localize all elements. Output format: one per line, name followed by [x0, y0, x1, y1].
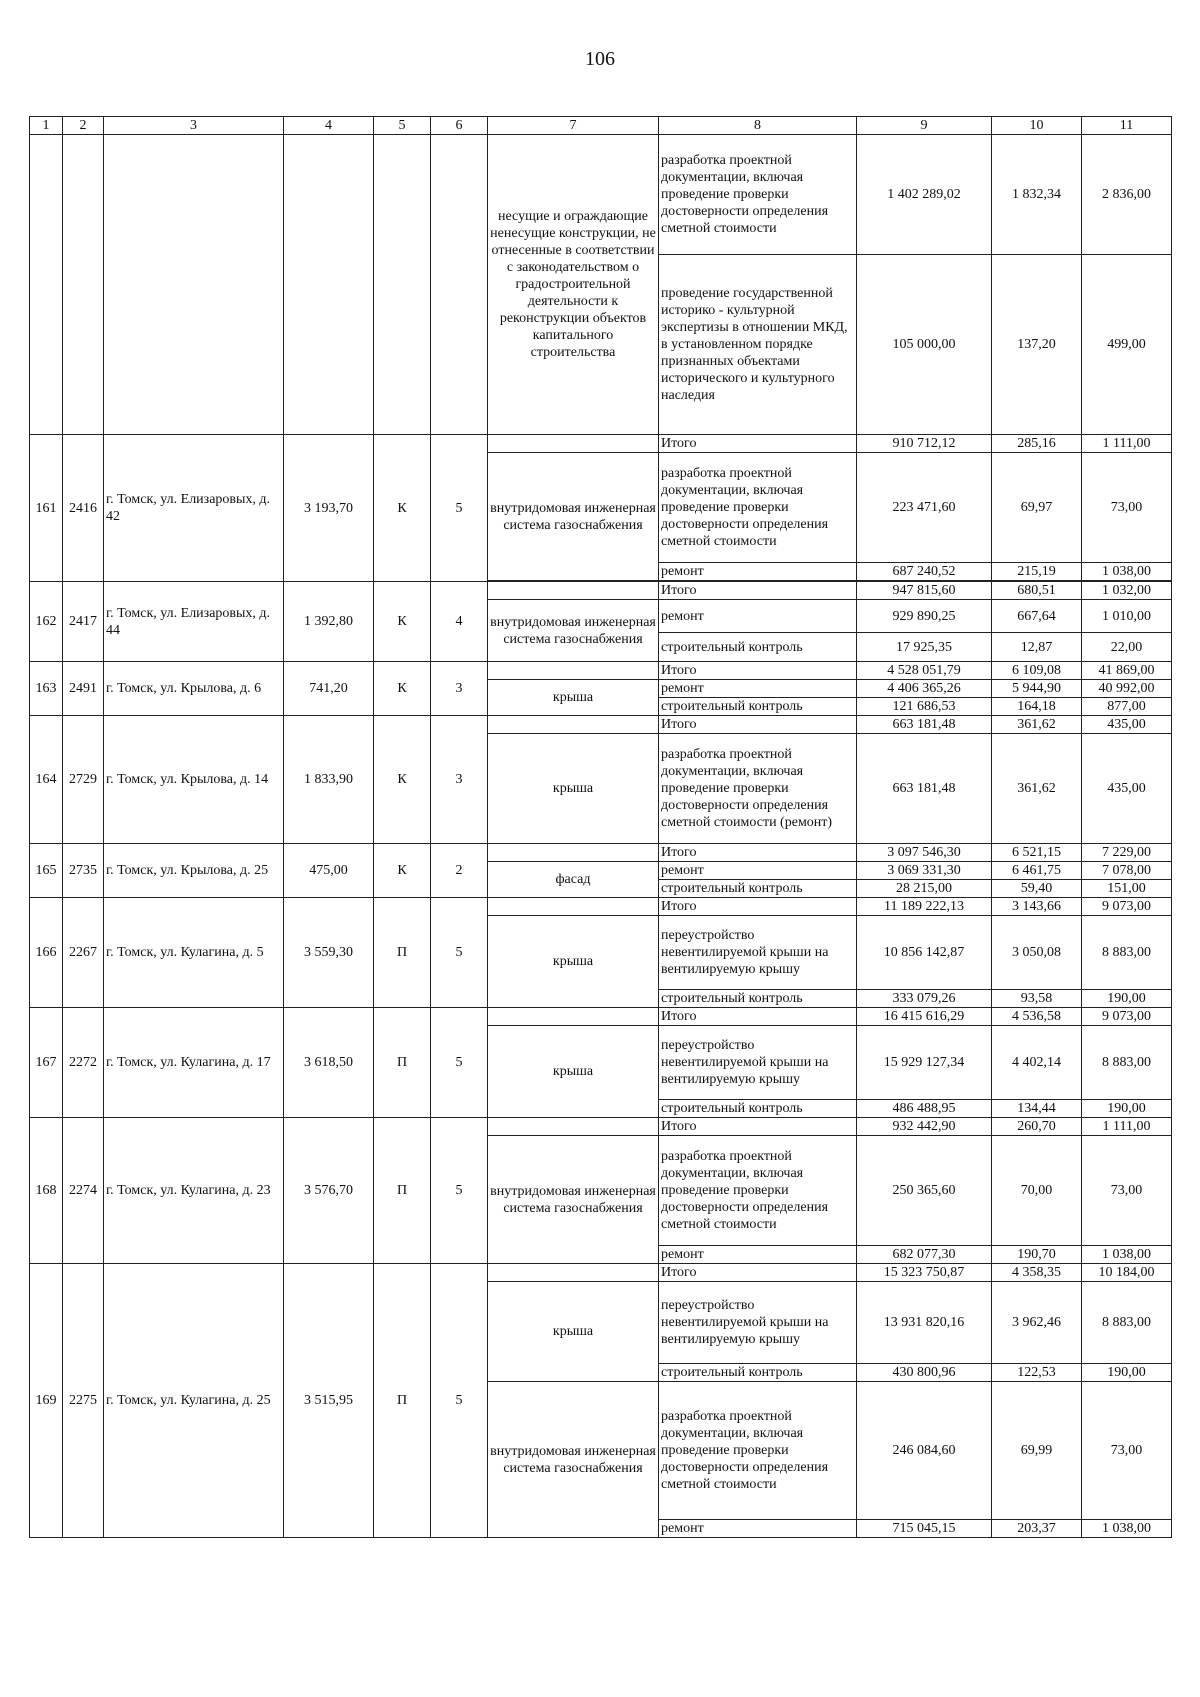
element-cell: внутридомовая инженерная система газоснабжения	[488, 453, 659, 581]
cost-per-m2-cell: 667,64	[992, 600, 1082, 633]
cost-total-cell: 223 471,60	[857, 453, 992, 563]
table-row	[30, 1264, 1172, 1282]
floors-cell: 2	[431, 844, 488, 898]
cost-per-m2-cell: 1 832,34	[992, 135, 1082, 255]
address-cell: г. Томск, ул. Елизаровых, д. 44	[104, 582, 284, 662]
cost-limit-cell: 73,00	[1082, 1136, 1172, 1246]
cost-total-cell: 246 084,60	[857, 1382, 992, 1520]
type-cell: К	[374, 662, 431, 716]
col-header: 2	[63, 117, 104, 135]
cost-total-cell: 28 215,00	[857, 880, 992, 898]
cost-limit-cell: 73,00	[1082, 453, 1172, 563]
cost-per-m2-cell: 3 962,46	[992, 1282, 1082, 1364]
cost-limit-cell: 435,00	[1082, 734, 1172, 844]
cost-per-m2-cell: 203,37	[992, 1520, 1082, 1538]
area-cell: 3 193,70	[284, 435, 374, 582]
cell-empty	[431, 135, 488, 435]
col-header: 5	[374, 117, 431, 135]
cost-per-m2-cell: 137,20	[992, 255, 1082, 435]
itogo-label: Итого	[659, 716, 857, 734]
col-header: 8	[659, 117, 857, 135]
cost-per-m2-cell: 69,99	[992, 1382, 1082, 1520]
element-cell-empty	[488, 1264, 659, 1282]
cost-limit-cell: 1 038,00	[1082, 563, 1172, 581]
element-cell-empty	[488, 898, 659, 916]
work-cell: ремонт	[659, 1520, 857, 1538]
cost-limit-cell: 499,00	[1082, 255, 1172, 435]
cell-empty	[63, 135, 104, 435]
floors-cell: 5	[431, 898, 488, 1008]
type-cell: К	[374, 716, 431, 844]
work-cell: строительный контроль	[659, 698, 857, 716]
row-number: 165	[30, 844, 63, 898]
type-cell: П	[374, 1008, 431, 1118]
area-cell: 3 576,70	[284, 1118, 374, 1264]
house-code: 2272	[63, 1008, 104, 1118]
work-cell: переустройство невентилируемой крыши на вентилируемую крышу	[659, 1282, 857, 1364]
cost-total-cell: 687 240,52	[857, 563, 992, 581]
itogo-label: Итого	[659, 662, 857, 680]
cost-per-m2-cell: 190,70	[992, 1246, 1082, 1264]
table-row	[30, 844, 1172, 862]
cell-empty	[284, 135, 374, 435]
element-cell: крыша	[488, 1026, 659, 1118]
cost-total-cell: 929 890,25	[857, 600, 992, 633]
cost-per-m2-cell: 4 402,14	[992, 1026, 1082, 1100]
cost-per-m2-cell: 5 944,90	[992, 680, 1082, 698]
cost-total-cell: 715 045,15	[857, 1520, 992, 1538]
page-number: 106	[585, 48, 615, 70]
element-cell: несущие и ограждающие ненесущие конструкции, не отнесенные в соответствии с законодательством о градостроительной деятельности к реконструкции объектов капитального строительства	[488, 135, 659, 435]
col-header: 9	[857, 117, 992, 135]
table-row	[30, 435, 1172, 453]
itogo-per-m2: 285,16	[992, 435, 1082, 453]
row-number: 164	[30, 716, 63, 844]
cost-per-m2-cell: 59,40	[992, 880, 1082, 898]
cell-empty	[30, 135, 63, 435]
itogo-label: Итого	[659, 844, 857, 862]
element-cell-empty	[488, 582, 659, 600]
cost-total-cell: 682 077,30	[857, 1246, 992, 1264]
table-row	[30, 1008, 1172, 1026]
address-cell: г. Томск, ул. Кулагина, д. 25	[104, 1264, 284, 1538]
type-cell: К	[374, 844, 431, 898]
cost-per-m2-cell: 6 461,75	[992, 862, 1082, 880]
element-cell-empty	[488, 844, 659, 862]
capital-repair-table	[29, 116, 1172, 1538]
work-cell: ремонт	[659, 680, 857, 698]
house-code: 2729	[63, 716, 104, 844]
itogo-limit: 41 869,00	[1082, 662, 1172, 680]
element-cell-empty	[488, 1118, 659, 1136]
table-row	[30, 582, 1172, 600]
house-code: 2735	[63, 844, 104, 898]
floors-cell: 5	[431, 1264, 488, 1538]
area-cell: 1 392,80	[284, 582, 374, 662]
cost-limit-cell: 1 038,00	[1082, 1246, 1172, 1264]
type-cell: К	[374, 582, 431, 662]
cost-limit-cell: 1 010,00	[1082, 600, 1172, 633]
element-cell-empty	[488, 662, 659, 680]
work-cell: строительный контроль	[659, 633, 857, 662]
row-number: 161	[30, 435, 63, 582]
element-cell-empty	[488, 716, 659, 734]
cost-limit-cell: 2 836,00	[1082, 135, 1172, 255]
cost-per-m2-cell: 93,58	[992, 990, 1082, 1008]
itogo-total: 3 097 546,30	[857, 844, 992, 862]
element-cell-empty	[488, 435, 659, 453]
cost-total-cell: 250 365,60	[857, 1136, 992, 1246]
row-number: 166	[30, 898, 63, 1008]
element-cell: внутридомовая инженерная система газоснабжения	[488, 600, 659, 662]
element-cell: крыша	[488, 1282, 659, 1382]
itogo-per-m2: 680,51	[992, 582, 1082, 600]
house-code: 2275	[63, 1264, 104, 1538]
cost-total-cell: 430 800,96	[857, 1364, 992, 1382]
itogo-label: Итого	[659, 1008, 857, 1026]
cost-total-cell: 13 931 820,16	[857, 1282, 992, 1364]
element-cell-empty	[488, 1008, 659, 1026]
cost-per-m2-cell: 164,18	[992, 698, 1082, 716]
itogo-per-m2: 361,62	[992, 716, 1082, 734]
element-cell: внутридомовая инженерная система газоснабжения	[488, 1136, 659, 1264]
cost-limit-cell: 8 883,00	[1082, 1026, 1172, 1100]
element-cell: крыша	[488, 734, 659, 844]
itogo-per-m2: 260,70	[992, 1118, 1082, 1136]
work-cell: строительный контроль	[659, 1100, 857, 1118]
floors-cell: 5	[431, 1008, 488, 1118]
work-cell: строительный контроль	[659, 990, 857, 1008]
floors-cell: 4	[431, 582, 488, 662]
cost-total-cell: 3 069 331,30	[857, 862, 992, 880]
work-cell: проведение государственной историко - культурной экспертизы в отношении МКД, в установленном порядке признанных объектами исторического и культурного наследия	[659, 255, 857, 435]
house-code: 2491	[63, 662, 104, 716]
cost-total-cell: 1 402 289,02	[857, 135, 992, 255]
element-cell: крыша	[488, 680, 659, 716]
itogo-limit: 1 111,00	[1082, 435, 1172, 453]
cost-total-cell: 663 181,48	[857, 734, 992, 844]
area-cell: 475,00	[284, 844, 374, 898]
work-cell: разработка проектной документации, включая проведение проверки достоверности определения сметной стоимости (ремонт)	[659, 734, 857, 844]
cost-total-cell: 4 406 365,26	[857, 680, 992, 698]
cost-limit-cell: 1 038,00	[1082, 1520, 1172, 1538]
itogo-per-m2: 6 109,08	[992, 662, 1082, 680]
itogo-total: 15 323 750,87	[857, 1264, 992, 1282]
itogo-total: 932 442,90	[857, 1118, 992, 1136]
work-cell: ремонт	[659, 862, 857, 880]
itogo-per-m2: 4 536,58	[992, 1008, 1082, 1026]
cost-total-cell: 105 000,00	[857, 255, 992, 435]
col-header: 4	[284, 117, 374, 135]
cost-total-cell: 10 856 142,87	[857, 916, 992, 990]
itogo-label: Итого	[659, 1118, 857, 1136]
work-cell: ремонт	[659, 1246, 857, 1264]
row-number: 169	[30, 1264, 63, 1538]
table-row	[30, 135, 1172, 255]
cost-limit-cell: 73,00	[1082, 1382, 1172, 1520]
itogo-label: Итого	[659, 1264, 857, 1282]
element-cell: фасад	[488, 862, 659, 898]
type-cell: К	[374, 435, 431, 582]
cost-per-m2-cell: 12,87	[992, 633, 1082, 662]
cost-limit-cell: 151,00	[1082, 880, 1172, 898]
itogo-total: 11 189 222,13	[857, 898, 992, 916]
address-cell: г. Томск, ул. Кулагина, д. 5	[104, 898, 284, 1008]
itogo-limit: 1 032,00	[1082, 582, 1172, 600]
itogo-label: Итого	[659, 898, 857, 916]
table-row	[30, 662, 1172, 680]
cost-per-m2-cell: 122,53	[992, 1364, 1082, 1382]
house-code: 2416	[63, 435, 104, 582]
itogo-label: Итого	[659, 582, 857, 600]
work-cell: строительный контроль	[659, 1364, 857, 1382]
house-code: 2267	[63, 898, 104, 1008]
cost-total-cell: 15 929 127,34	[857, 1026, 992, 1100]
itogo-limit: 435,00	[1082, 716, 1172, 734]
address-cell: г. Томск, ул. Елизаровых, д. 42	[104, 435, 284, 582]
floors-cell: 5	[431, 1118, 488, 1264]
floors-cell: 5	[431, 435, 488, 582]
itogo-total: 16 415 616,29	[857, 1008, 992, 1026]
table-row	[30, 716, 1172, 734]
cost-limit-cell: 877,00	[1082, 698, 1172, 716]
house-code: 2417	[63, 582, 104, 662]
col-header: 3	[104, 117, 284, 135]
itogo-limit: 9 073,00	[1082, 898, 1172, 916]
cost-per-m2-cell: 134,44	[992, 1100, 1082, 1118]
cost-limit-cell: 190,00	[1082, 1364, 1172, 1382]
itogo-per-m2: 6 521,15	[992, 844, 1082, 862]
address-cell: г. Томск, ул. Кулагина, д. 23	[104, 1118, 284, 1264]
address-cell: г. Томск, ул. Крылова, д. 14	[104, 716, 284, 844]
house-code: 2274	[63, 1118, 104, 1264]
itogo-per-m2: 3 143,66	[992, 898, 1082, 916]
address-cell: г. Томск, ул. Крылова, д. 6	[104, 662, 284, 716]
address-cell: г. Томск, ул. Крылова, д. 25	[104, 844, 284, 898]
cost-total-cell: 17 925,35	[857, 633, 992, 662]
type-cell: П	[374, 1264, 431, 1538]
itogo-limit: 9 073,00	[1082, 1008, 1172, 1026]
area-cell: 741,20	[284, 662, 374, 716]
row-number: 163	[30, 662, 63, 716]
cost-limit-cell: 8 883,00	[1082, 916, 1172, 990]
type-cell: П	[374, 898, 431, 1008]
row-number: 167	[30, 1008, 63, 1118]
table-row	[30, 898, 1172, 916]
cost-per-m2-cell: 215,19	[992, 563, 1082, 581]
cost-limit-cell: 8 883,00	[1082, 1282, 1172, 1364]
cost-limit-cell: 40 992,00	[1082, 680, 1172, 698]
work-cell: ремонт	[659, 563, 857, 581]
work-cell: разработка проектной документации, включая проведение проверки достоверности определения сметной стоимости	[659, 453, 857, 563]
cost-total-cell: 333 079,26	[857, 990, 992, 1008]
cost-total-cell: 486 488,95	[857, 1100, 992, 1118]
area-cell: 3 559,30	[284, 898, 374, 1008]
col-header: 1	[30, 117, 63, 135]
element-cell: внутридомовая инженерная система газоснабжения	[488, 1382, 659, 1538]
cost-total-cell: 121 686,53	[857, 698, 992, 716]
cost-per-m2-cell: 70,00	[992, 1136, 1082, 1246]
cell-empty	[374, 135, 431, 435]
cost-limit-cell: 7 078,00	[1082, 862, 1172, 880]
work-cell: переустройство невентилируемой крыши на вентилируемую крышу	[659, 1026, 857, 1100]
itogo-total: 4 528 051,79	[857, 662, 992, 680]
itogo-limit: 7 229,00	[1082, 844, 1172, 862]
col-header: 10	[992, 117, 1082, 135]
work-cell: разработка проектной документации, включая проведение проверки достоверности определения сметной стоимости	[659, 135, 857, 255]
work-cell: разработка проектной документации, включая проведение проверки достоверности определения сметной стоимости	[659, 1382, 857, 1520]
row-number: 162	[30, 582, 63, 662]
floors-cell: 3	[431, 662, 488, 716]
work-cell: переустройство невентилируемой крыши на вентилируемую крышу	[659, 916, 857, 990]
cost-limit-cell: 190,00	[1082, 1100, 1172, 1118]
col-header: 11	[1082, 117, 1172, 135]
work-cell: строительный контроль	[659, 880, 857, 898]
cost-limit-cell: 190,00	[1082, 990, 1172, 1008]
work-cell: разработка проектной документации, включая проведение проверки достоверности определения сметной стоимости	[659, 1136, 857, 1246]
header-row	[30, 117, 1172, 135]
type-cell: П	[374, 1118, 431, 1264]
itogo-limit: 10 184,00	[1082, 1264, 1172, 1282]
row-number: 168	[30, 1118, 63, 1264]
area-cell: 3 515,95	[284, 1264, 374, 1538]
itogo-total: 910 712,12	[857, 435, 992, 453]
work-cell: ремонт	[659, 600, 857, 633]
itogo-limit: 1 111,00	[1082, 1118, 1172, 1136]
itogo-total: 947 815,60	[857, 582, 992, 600]
col-header: 6	[431, 117, 488, 135]
col-header: 7	[488, 117, 659, 135]
element-cell: крыша	[488, 916, 659, 1008]
cost-per-m2-cell: 361,62	[992, 734, 1082, 844]
cost-per-m2-cell: 69,97	[992, 453, 1082, 563]
cost-limit-cell: 22,00	[1082, 633, 1172, 662]
itogo-per-m2: 4 358,35	[992, 1264, 1082, 1282]
cost-per-m2-cell: 3 050,08	[992, 916, 1082, 990]
address-cell: г. Томск, ул. Кулагина, д. 17	[104, 1008, 284, 1118]
cell-empty	[104, 135, 284, 435]
table-row	[30, 1118, 1172, 1136]
floors-cell: 3	[431, 716, 488, 844]
itogo-label: Итого	[659, 435, 857, 453]
itogo-total: 663 181,48	[857, 716, 992, 734]
area-cell: 1 833,90	[284, 716, 374, 844]
area-cell: 3 618,50	[284, 1008, 374, 1118]
